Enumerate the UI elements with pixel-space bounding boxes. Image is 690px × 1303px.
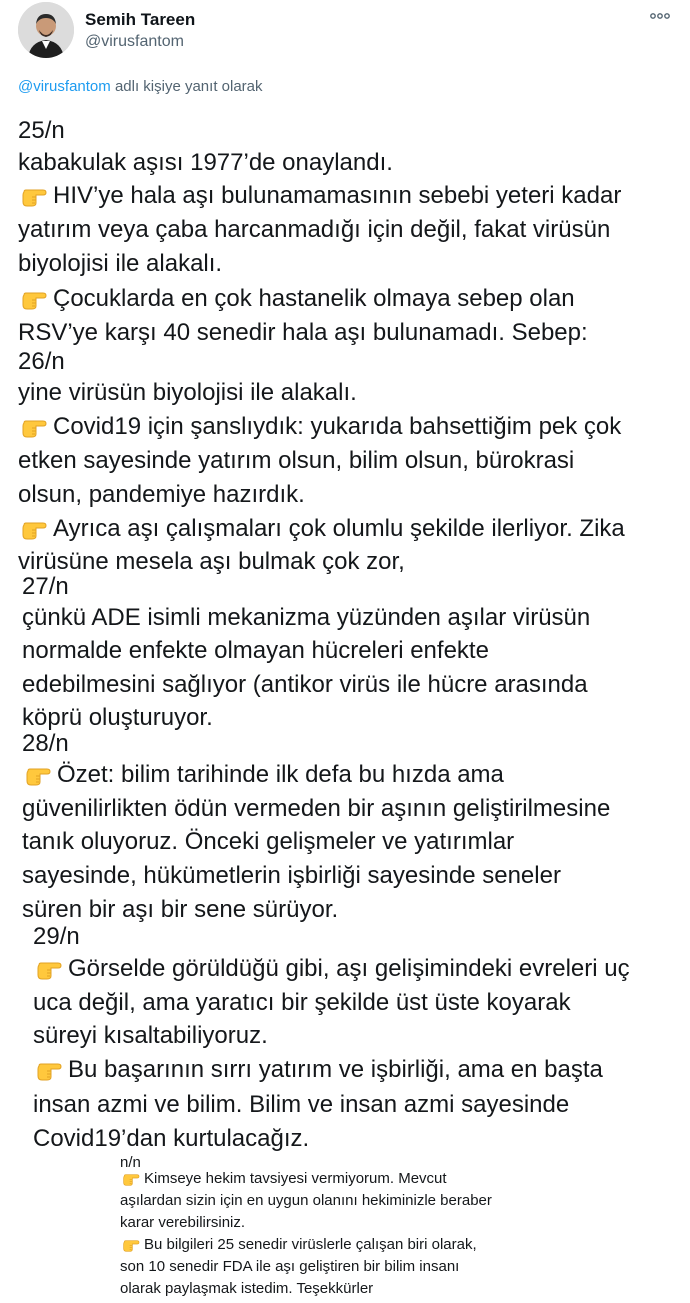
body-line: RSV’ye karşı 40 senedir hala aşı bulunamadı. Sebep: xyxy=(18,319,588,346)
reply-handle-link[interactable]: @virusfantom xyxy=(18,78,111,95)
body-line: normalde enfekte olmayan hücreleri enfekte xyxy=(22,637,489,664)
body-line: Kimseye hekim tavsiyesi vermiyorum. Mevcut xyxy=(120,1168,447,1190)
pointing-hand-icon xyxy=(18,286,50,310)
body-line: yatırım veya çaba harcanmadığı için değil, fakat virüsün xyxy=(18,216,611,243)
body-line: Bu başarının sırrı yatırım ve işbirliği, ama en başta xyxy=(33,1053,603,1087)
thread-marker: 25/n xyxy=(18,117,65,144)
author-name[interactable]: Semih Tareen xyxy=(85,10,196,29)
pointing-hand-icon xyxy=(18,183,50,207)
tweet-header xyxy=(18,2,672,60)
body-line: karar verebilirsiniz. xyxy=(120,1214,246,1231)
body-line: sayesinde, hükümetlerin işbirliği sayesinde seneler xyxy=(22,862,561,889)
body-line: Covid19 için şanslıydık: yukarıda bahsettiğim pek çok xyxy=(18,410,621,444)
body-line: Ayrıca aşı çalışmaları çok olumlu şekilde ilerliyor. Zika xyxy=(18,512,625,546)
body-line: aşılardan sizin için en uygun olanını hekiminizle beraber xyxy=(120,1192,492,1209)
pointing-hand-icon xyxy=(120,1170,142,1186)
body-line: HIV’ye hala aşı bulunamamasının sebebi yeteri kadar xyxy=(18,179,621,213)
body-line: süreyi kısaltabiliyoruz. xyxy=(33,1022,268,1049)
body-line: Görselde görüldüğü gibi, aşı gelişimindeki evreleri uç xyxy=(33,952,630,986)
body-line: edebilmesini sağlıyor (antikor virüs ile hücre arasında xyxy=(22,671,588,698)
body-line: yine virüsün biyolojisi ile alakalı. xyxy=(18,379,357,406)
body-line: uca değil, ama yaratıcı bir şekilde üst üste koyarak xyxy=(33,989,571,1016)
pointing-hand-icon xyxy=(33,956,65,980)
thread-marker: 29/n xyxy=(33,923,80,950)
avatar[interactable] xyxy=(18,2,74,58)
body-line: güvenilirlikten ödün vermeden bir aşının geliştirilmesine xyxy=(22,795,611,822)
body-line: köprü oluşturuyor. xyxy=(22,704,213,731)
body-line: olarak paylaşmak istedim. Teşekkürler xyxy=(120,1280,374,1297)
thread-marker: n/n xyxy=(120,1154,141,1171)
author-handle[interactable]: @virusfantom xyxy=(85,33,184,50)
body-line: kabakulak aşısı 1977’de onaylandı. xyxy=(18,149,393,176)
reply-context xyxy=(18,78,263,95)
pointing-hand-icon xyxy=(33,1057,65,1081)
body-line: son 10 senedir FDA ile aşı geliştiren bir bilim insanı xyxy=(120,1258,460,1275)
pointing-hand-icon xyxy=(22,762,54,786)
more-icon[interactable] xyxy=(648,8,672,24)
body-line: tanık oluyoruz. Önceki gelişmeler ve yatırımlar xyxy=(22,828,515,855)
thread-marker: 26/n xyxy=(18,348,65,375)
body-line: virüsüne mesela aşı bulmak çok zor, xyxy=(18,548,405,575)
body-line: biyolojisi ile alakalı. xyxy=(18,250,223,277)
body-line: insan azmi ve bilim. Bilim ve insan azmi sayesinde xyxy=(33,1091,570,1118)
body-line: Özet: bilim tarihinde ilk defa bu hızda ama xyxy=(22,758,504,792)
body-line: Bu bilgileri 25 senedir virüslerle çalışan biri olarak, xyxy=(120,1234,477,1256)
body-line: olsun, pandemiye hazırdık. xyxy=(18,481,305,508)
reply-text: adlı kişiye yanıt olarak xyxy=(114,78,263,95)
pointing-hand-icon xyxy=(18,516,50,540)
thread-marker: 28/n xyxy=(22,730,69,757)
body-line: Çocuklarda en çok hastanelik olmaya sebep olan xyxy=(18,282,575,316)
pointing-hand-icon xyxy=(120,1236,142,1252)
body-line: süren bir aşı bir sene sürüyor. xyxy=(22,896,339,923)
body-line: etken sayesinde yatırım olsun, bilim olsun, bürokrasi xyxy=(18,447,575,474)
pointing-hand-icon xyxy=(18,414,50,438)
body-line: Covid19’dan kurtulacağız. xyxy=(33,1125,310,1152)
body-line: çünkü ADE isimli mekanizma yüzünden aşılar virüsün xyxy=(22,604,591,631)
thread-marker: 27/n xyxy=(22,573,69,600)
